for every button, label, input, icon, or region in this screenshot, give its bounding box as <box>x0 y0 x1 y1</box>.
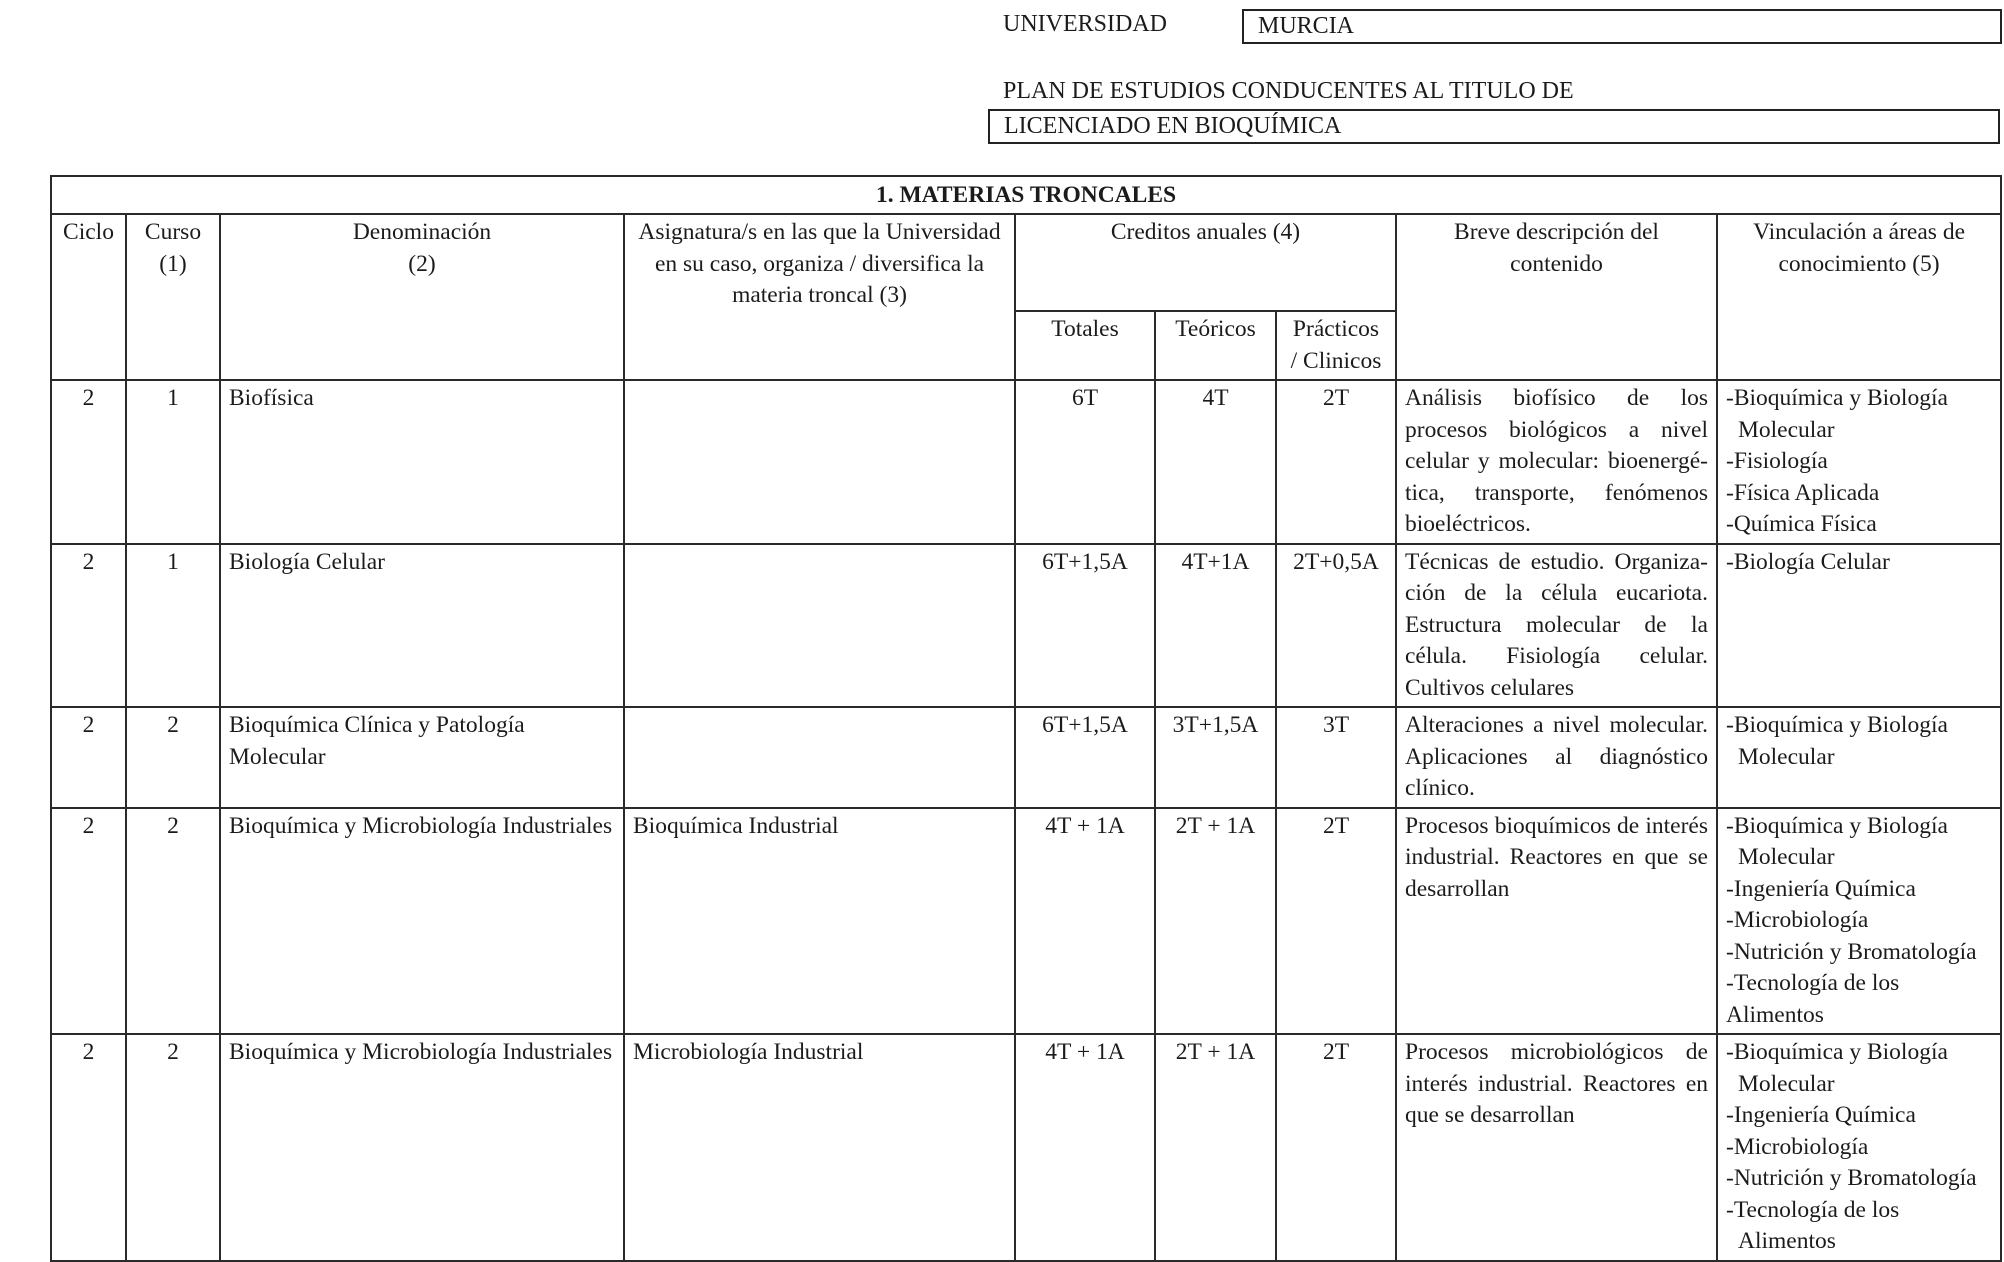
cell-totales: 4T + 1A <box>1015 808 1155 1035</box>
cell-totales: 4T + 1A <box>1015 1034 1155 1261</box>
area-item: Molecular <box>1738 416 1835 443</box>
area-item: Alimentos <box>1738 1228 1836 1254</box>
area-item: Molecular <box>1738 1070 1835 1097</box>
cell-asignatura <box>624 707 1015 808</box>
titulo-value-box: LICENCIADO EN BIOQUÍMICA <box>988 109 2000 144</box>
area-item: -Nutrición y Bromatología <box>1726 938 1977 965</box>
cell-ciclo: 2 <box>51 380 126 544</box>
header-curso: Curso (1) <box>126 214 220 380</box>
cell-practicos: 2T <box>1276 380 1396 544</box>
area-item: -Química Física <box>1726 511 1877 537</box>
cell-vinculacion <box>1717 707 2001 808</box>
area-item: -Bioquímica y Biología <box>1726 385 1948 411</box>
table-row <box>51 707 2001 808</box>
cell-vinculacion <box>1717 808 2001 1035</box>
cell-practicos: 2T+0,5A <box>1276 544 1396 708</box>
cell-descripcion: Alteraciones a nivel molecular. Aplicaciones al diagnóstico clínico. <box>1396 707 1717 808</box>
cell-asignatura: Bioquímica Industrial <box>624 808 1015 1035</box>
area-item: -Tecnología de los <box>1726 970 1900 996</box>
area-item: Molecular <box>1738 743 1835 770</box>
cell-denominacion: Biología Celular <box>220 544 624 708</box>
header-vinculacion: Vinculación a áreas de conocimiento (5) <box>1717 214 2001 380</box>
cell-totales: 6T+1,5A <box>1015 544 1155 708</box>
cell-ciclo: 2 <box>51 707 126 808</box>
cell-vinculacion <box>1717 380 2001 544</box>
cell-practicos: 2T <box>1276 808 1396 1035</box>
header-teoricos: Teóricos <box>1155 311 1276 380</box>
area-item: -Fisiología <box>1726 448 1828 474</box>
cell-descripcion: Procesos microbiológicos de interés industrial. Reactores en que se desarrollan <box>1396 1034 1717 1261</box>
cell-ciclo: 2 <box>51 1034 126 1261</box>
cell-practicos: 3T <box>1276 707 1396 808</box>
cell-teoricos: 2T + 1A <box>1155 808 1276 1035</box>
cell-descripcion: Técnicas de estudio. Organiza-ción de la célula eucariota. Estructura molecular de la célula. Fisiología celular. Cultivos celulares <box>1396 544 1717 708</box>
area-item: -Ingeniería Química <box>1726 875 1916 902</box>
cell-asignatura <box>624 380 1015 544</box>
cell-totales: 6T <box>1015 380 1155 544</box>
plan-label: PLAN DE ESTUDIOS CONDUCENTES AL TITULO DE <box>1003 78 1574 104</box>
table-row <box>51 380 2001 544</box>
cell-vinculacion <box>1717 544 2001 708</box>
area-item: -Microbiología <box>1726 907 1869 933</box>
cell-denominacion: Bioquímica Clínica y Patología Molecular <box>220 707 624 808</box>
cell-teoricos: 4T <box>1155 380 1276 544</box>
area-item: -Nutrición y Bromatología <box>1726 1165 1977 1191</box>
materias-troncales-table <box>50 175 2002 1262</box>
header-ciclo: Ciclo <box>51 214 126 380</box>
area-item: -Física Aplicada <box>1726 479 1880 506</box>
cell-vinculacion <box>1717 1034 2001 1261</box>
header-practicos: Prácticos / Clinicos <box>1276 311 1396 380</box>
universidad-value-box: MURCIA <box>1242 9 2002 44</box>
area-item: -Tecnología de los <box>1726 1196 1900 1223</box>
cell-practicos: 2T <box>1276 1034 1396 1261</box>
cell-teoricos: 4T+1A <box>1155 544 1276 708</box>
cell-denominacion: Bioquímica y Microbiología Industriales <box>220 808 624 1035</box>
cell-ciclo: 2 <box>51 808 126 1035</box>
cell-curso: 2 <box>126 1034 220 1261</box>
area-item: Alimentos <box>1726 1001 1824 1028</box>
area-item: -Bioquímica y Biología <box>1726 1039 1948 1065</box>
table-title: 1. MATERIAS TRONCALES <box>51 176 2001 214</box>
cell-asignatura <box>624 544 1015 708</box>
cell-descripcion: Procesos bioquímicos de interés industrial. Reactores en que se desarrollan <box>1396 808 1717 1035</box>
header-descripcion: Breve descripción del contenido <box>1396 214 1717 380</box>
cell-ciclo: 2 <box>51 544 126 708</box>
header-totales: Totales <box>1015 311 1155 380</box>
area-item: -Ingeniería Química <box>1726 1102 1916 1128</box>
cell-teoricos: 3T+1,5A <box>1155 707 1276 808</box>
header-asignatura: Asignatura/s en las que la Universidad en su caso, organiza / diversifica la materia troncal (3) <box>624 214 1015 380</box>
area-item: -Bioquímica y Biología <box>1726 712 1948 738</box>
cell-curso: 1 <box>126 544 220 708</box>
cell-totales: 6T+1,5A <box>1015 707 1155 808</box>
cell-curso: 2 <box>126 707 220 808</box>
cell-curso: 2 <box>126 808 220 1035</box>
area-item: -Bioquímica y Biología <box>1726 812 1948 839</box>
header-creditos: Creditos anuales (4) <box>1015 214 1396 311</box>
cell-asignatura: Microbiología Industrial <box>624 1034 1015 1261</box>
table-row <box>51 808 2001 1035</box>
area-item: -Microbiología <box>1726 1133 1869 1160</box>
area-item: Molecular <box>1738 844 1835 870</box>
table-row <box>51 544 2001 708</box>
cell-descripcion: Análisis biofísico de los procesos biológicos a nivel celular y molecular: bioenergé-tica, transporte, fenómenos bioeléctricos. <box>1396 380 1717 544</box>
cell-teoricos: 2T + 1A <box>1155 1034 1276 1261</box>
area-item: -Biología Celular <box>1726 548 1890 575</box>
cell-denominacion: Biofísica <box>220 380 624 544</box>
cell-curso: 1 <box>126 380 220 544</box>
universidad-label: UNIVERSIDAD <box>1003 11 1167 37</box>
table-row <box>51 1034 2001 1261</box>
cell-denominacion: Bioquímica y Microbiología Industriales <box>220 1034 624 1261</box>
header-denominacion: Denominación (2) <box>220 214 624 380</box>
